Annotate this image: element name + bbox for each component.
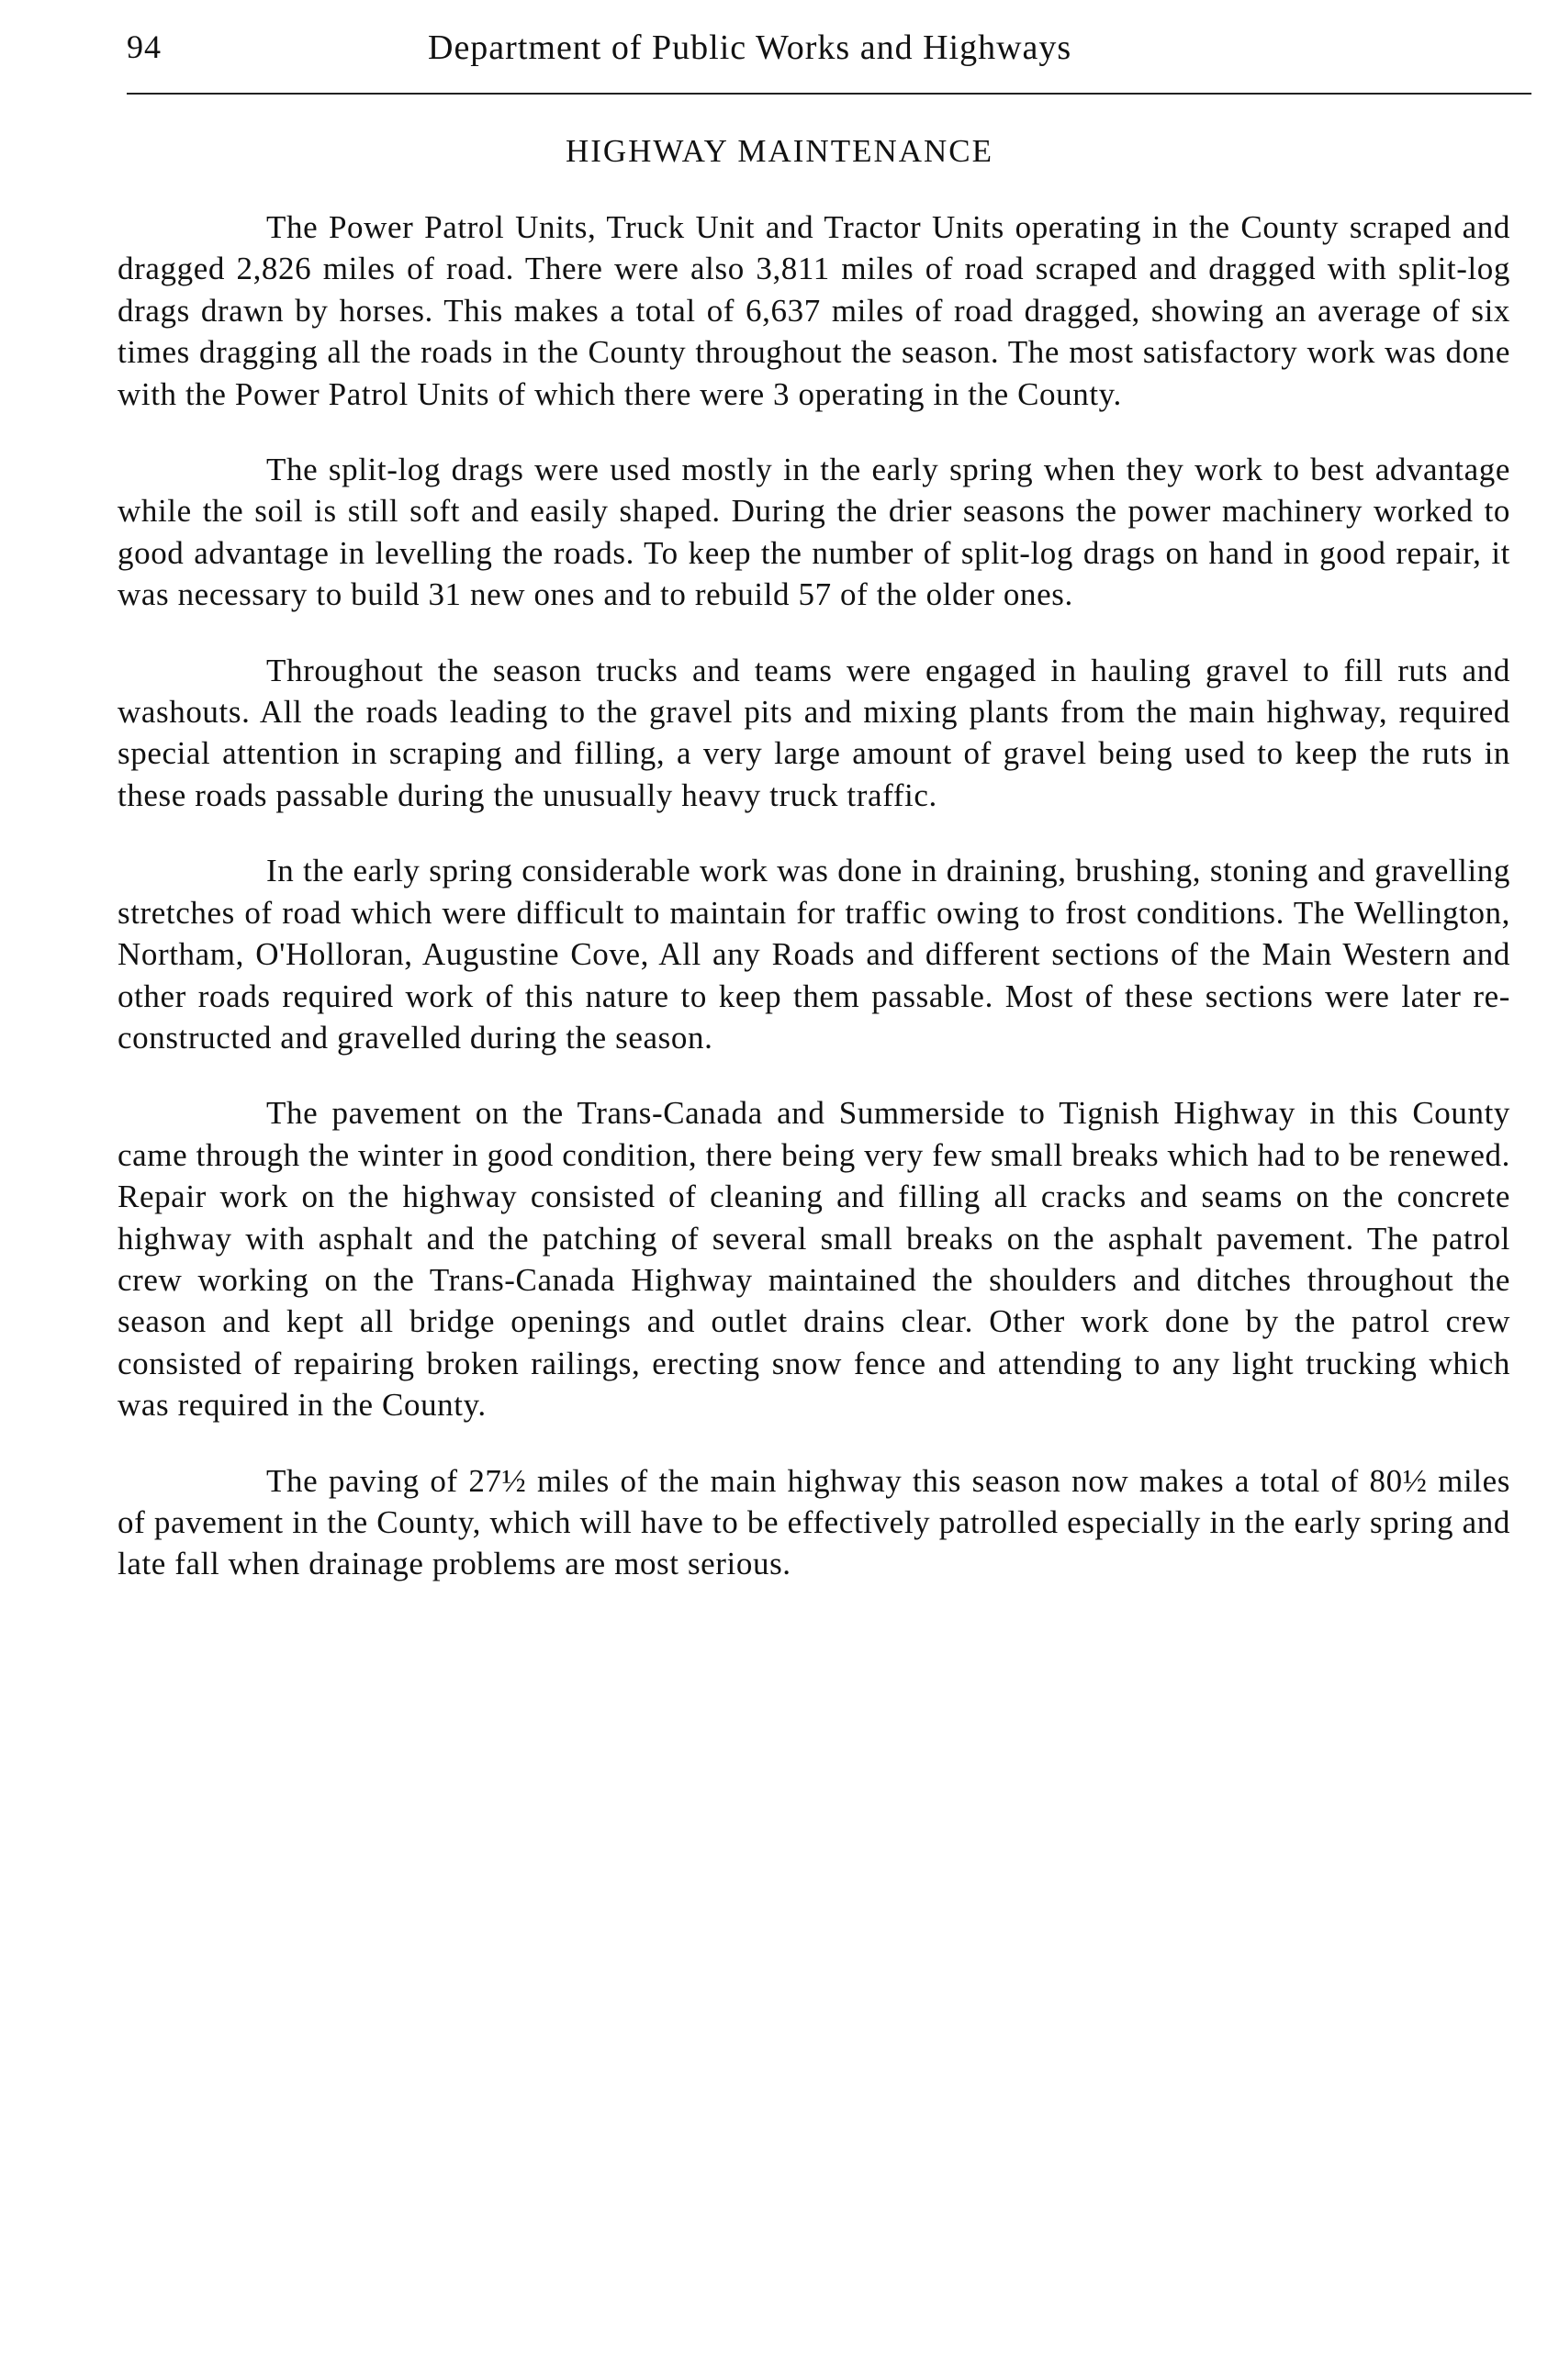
paragraph: The pavement on the Trans-Canada and Summerside to Tignish Highway in this County came through the winter in good condition, there being very few small breaks which had to be renewed. Repair work on the highway consisted of cleaning and filling all cracks and seams on the concrete highway with asphalt and the patching of several small breaks on the asphalt pavement. The patrol crew working on the Trans-Canada Highway maintained the shoulders and ditches throughout the season and kept all bridge openings and outlet drains clear. Other work done by the patrol crew consisted of repairing broken railings, erecting snow fence and attending to any light trucking which was required in the County.	[118, 1095, 1510, 1424]
paragraph: The Power Patrol Units, Truck Unit and Tractor Units operating in the County scraped and dragged 2,826 miles of road. There were also 3,811 miles of road scraped and dragged with split-log drags drawn by horses. This makes a total of 6,637 miles of road dragged, showing an average of six times dragging all the roads in the County throughout the season. The most satisfactory work was done with the Power Patrol Units of which there were 3 operating in the County.	[118, 209, 1510, 412]
paragraph: The paving of 27½ miles of the main highway this season now makes a total of 80½ miles of pavement in the County, which will have to be effectively patrolled especially in the early spring and late fall when drainage problems are most serious.	[118, 1462, 1510, 1582]
document-body	[118, 207, 1510, 1619]
paragraph: Throughout the season trucks and teams were engaged in hauling gravel to fill ruts and washouts. All the roads leading to the gravel pits and mixing plants from the main highway, required special attention in scraping and filling, a very large amount of gravel being used to keep the ruts in these roads passable during the unusually heavy truck traffic.	[118, 652, 1510, 813]
page-header	[127, 28, 1541, 92]
running-title: Department of Public Works and Highways	[428, 28, 1072, 67]
page-number: 94	[127, 28, 162, 65]
paragraph: In the early spring considerable work was done in draining, brushing, stoning and gravelling stretches of road which were difficult to maintain for traffic owing to frost conditions. The Wellington, Northam, O'Holloran, Augustine Cove, All any Roads and different sections of the Main Western and other roads required work of this nature to keep them passable. Most of these sections were later re-constructed and gravelled during the season.	[118, 853, 1510, 1056]
header-rule	[127, 93, 1531, 95]
section-title: HIGHWAY MAINTENANCE	[565, 133, 994, 169]
paragraph: The split-log drags were used mostly in the early spring when they work to best advantage while the soil is still soft and easily shaped. During the drier seasons the power machinery worked to good advantage in levelling the roads. To keep the number of split-log drags on hand in good repair, it was necessary to build 31 new ones and to rebuild 57 of the older ones.	[118, 452, 1510, 613]
